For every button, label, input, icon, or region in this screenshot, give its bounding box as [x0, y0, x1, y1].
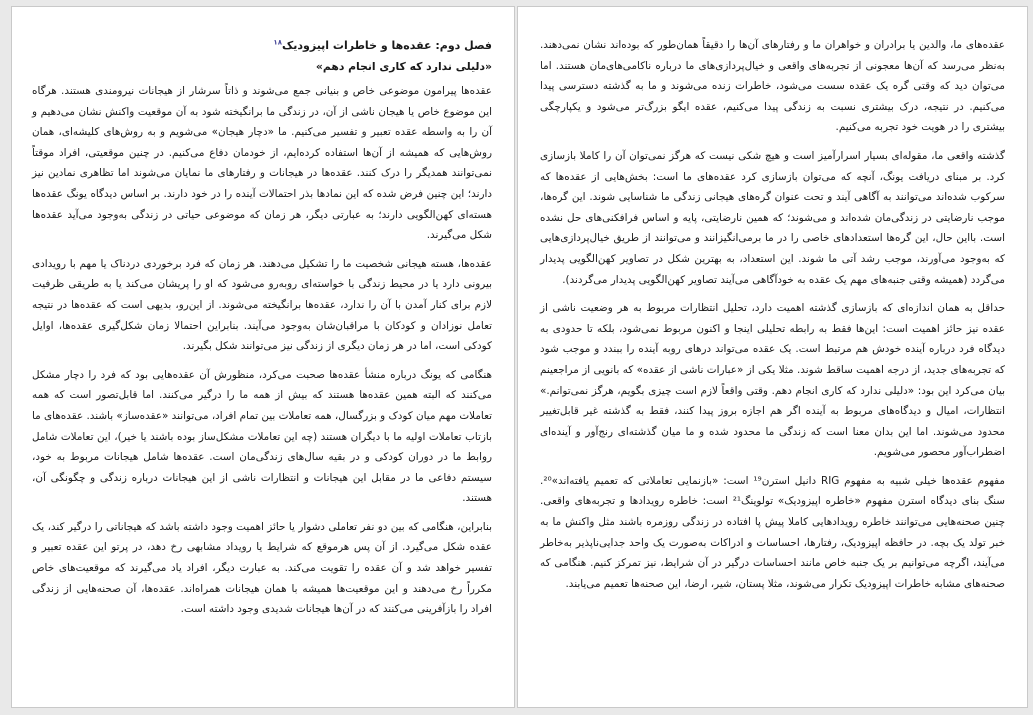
paragraph: بنابراین، هنگامی که بین دو نفر تعاملی دشوار یا حائز اهمیت وجود داشته باشد که هیجاناتی را درگیر کند، یک عقده شکل می‌گیرد. از آن پس هرموقع که شرایط یا رویداد مشابهی رخ دهد، در پرتو این عقده تعبیر و تفسیر خواهد شد و آن عقده را تقویت می‌کند. به عبارت دیگر، افراد یاد می‌گیرند که موقعیت‌های خاص مکرراً رخ می‌دهند و این موقعیت‌ها همیشه با همان هیجانات همراه‌اند. عقده‌ها، آن صحنه‌هایی از زندگی افراد را بازآفرینی می‌کنند که در آن‌ها هیجانات شدیدی وجود داشته است.: [32, 520, 492, 616]
paragraph: عقده‌های ما، والدین یا برادران و خواهران ما و رفتارهای آن‌ها را دقیقاً همان‌طور که بوده‌اند نشان نمی‌دهند. به‌نظر می‌رسد که آن‌ها معجونی از تجربه‌های واقعی و خیال‌پردازی‌های ما درباره ناکامی‌های‌مان هستند. اما می‌توان دید که وقتی گره یک عقده سست می‌شود، خاطرات زنده می‌شوند و ما به گذشته دسترسی پیدا می‌کنیم. در نتیجه، درک بیشتری نسبت به زندگی پیدا می‌کنیم، عقده ایگو بزرگ‌تر می‌شود و یکپارچگی بیشتری را در هویت خود تجربه می‌کنیم.: [540, 39, 1005, 134]
paragraph: عقده‌ها، هسته هیجانی شخصیت ما را تشکیل می‌دهند. هر زمان که فرد برخوردی دردناک یا مهم با رویدادی بیرونی دارد یا در محیط زندگی با خواسته‌ای روبه‌رو می‌شود که او را پریشان می‌کند یا به طریقی ظرفیت لازم برای کنار آمدن با آن را ندارد، عقده‌ها برانگیخته می‌شوند. از این‌رو، بدیهی است که عقده‌ها در نتیجه تعامل نوزادان و کودکان با مراقبان‌شان به‌وجود می‌آیند. بنابراین احتمالا زمان شکل‌گیری عقده‌ها، اوایل کودکی است، اما در هر زمان دیگری از زندگی نیز می‌توانند شکل بگیرند.: [32, 257, 492, 353]
paragraph: گذشته واقعی ما، مقوله‌ای بسیار اسرارآمیز است و هیچ شکی نیست که هرگز نمی‌توان آن را کاملا بازسازی کرد. بر مبنای دریافت یونگ، آنچه که می‌توان بازسازی کرد عقده‌های ما است: بخش‌هایی از عقده‌ها که سرکوب شده‌اند می‌توانند به آگاهی آیند و تحت عنوان گره‌های هیجانی زندگی ما شناسایی شوند. این گره‌ها، موجب نارضایتی در زندگی‌مان شده‌اند و می‌شوند؛ که همین نارضایتی، پایه و اساس فرافکنی‌های حل نشده است. بااین حال، این گره‌ها استعدادهای خاصی را در ما برمی‌انگیزانند و می‌توانند از طریق خیال‌پردازی‌هایی که به‌وجود می‌آورند، موجب رشد آتی ما شوند. این استعداد، به بهترین شکل در تصاویر کهن‌الگویی پدیدار می‌گردد (همیشه وقتی جنبه‌های مهم یک عقده به خودآگاهی می‌آیند تصاویر کهن‌الگویی پدیدار می‌گردند).: [540, 149, 1005, 286]
right-page: [517, 6, 1028, 708]
paragraph: عقده‌ها پیرامون موضوعی خاص و بنیانی جمع می‌شوند و ذاتاً سرشار از هیجانات نیرومندی هستند. هرگاه این موضوع خاص یا هیجان ناشی از آن، در زندگی ما برانگیخته شود به آن موقعیت واکنش نشان می‌دهیم و آن را به واسطه عقده تعبیر و تفسیر می‌کنیم. ما «دچار هیجان» می‌شویم و به روش‌های کلیشه‌ای، همان روش‌هایی که همیشه از آن‌ها استفاده کرده‌ایم، از خودمان دفاع می‌کنیم. در چنین موقعیتی، افراد موقتاً نمی‌توانند همدیگر را درک کنند. عقده‌ها در هیجانات و رفتارهای ما نمایان می‌شوند اما تظاهری نمادین نیز دارند؛ این چنین فرض شده که این نمادها بذر احتمالات آینده را در خود دارند. بر اساس دیدگاه یونگ عقده‌ها هسته‌ای کهن‌الگویی دارند؛ به عبارتی دیگر، هر زمان که موضوعی حیاتی در زندگی به‌وجود می‌آید عقده‌ها شکل می‌گیرند.: [32, 85, 492, 242]
chapter-heading: [32, 35, 492, 56]
section-subheading: «دلیلی ندارد که کاری انجام دهم»: [315, 60, 492, 73]
paragraph: مفهوم عقده‌ها خیلی شبیه به مفهوم RIG دانیل استرن¹⁹ است: «بازنمایی تعاملاتی که تعمیم یافته‌اند»²⁰. سنگ بنای دیدگاه استرن مفهوم «خاطره اپیزودیک» تولوینگ²¹ است: خاطره رویدادها و تجربه‌های واقعی. چنین صحنه‌هایی می‌توانند خاطره رویدادهایی کاملا پیش پا افتاده در زندگی روزمره باشند مثل واکنش ما به خبر تولد یک بچه. در حافظه اپیزودیک، رفتارها، احساسات و ادراکات به‌صورت یک واحد جدایی‌ناپذیر به‌خاطر می‌آیند، اگرچه می‌توانیم بر یک جنبه خاص مانند احساسات درگیر در آن شرایط، نیز تمرکز کنیم. هنگامی که صحنه‌های مشابه خاطرات اپیزودیک تکرار می‌شوند، مثلا پستان، شیر، ارضا، این صحنه‌ها تعمیم می‌یابند.: [540, 474, 1005, 590]
chapter-heading-text: فصل دوم: عقده‌ها و خاطرات اپیزودیک: [281, 39, 492, 52]
paragraph: حداقل به همان اندازه‌ای که بازسازی گذشته اهمیت دارد، تحلیل انتظارات مربوط به هر وضعیت ناشی از عقده نیز حائز اهمیت است: این‌ها فقط به رابطه تحلیلی اینجا و اکنون مربوط نمی‌شود، بلکه تا حدودی به دیدگاه فرد درباره آینده خودش هم مرتبط است. یک عقده می‌تواند درهای روبه آینده را ببندد و موجب شود که تجربه‌های جدید، از درجه اهمیت ساقط شوند. مثلا یکی از «عبارات ناشی از عقده» که بانویی از مراجعینم بیان می‌کرد این بود: «دلیلی ندارد که کاری انجام دهم. وقتی واقعاً لازم است چیزی بگویم، هرگز نمی‌توانم.» انتظارات، امیال و دیدگاه‌های مربوط به آینده اگر هم اجازه بروز پیدا کنند، فقط به گذشته غیر قابل‌تغییر محدود می‌شوند. اما این بدان معنا است که زندگی ما محدود شده و ما میان گذشته‌ای رنج‌آور و آینده‌ای اضطراب‌آور محصور می‌شویم.: [540, 302, 1005, 459]
footnote-marker[interactable]: ۱۸: [273, 38, 282, 47]
left-page: [11, 6, 515, 708]
right-page-content: [540, 35, 1005, 602]
left-page-content: [32, 35, 492, 628]
paragraph: هنگامی که یونگ درباره منشأ عقده‌ها صحبت می‌کرد، منظورش آن عقده‌هایی بود که فرد را دچار مشکل می‌کنند که البته همین عقده‌ها هستند که بیش از همه ما را درگیر می‌کنند. اما قابل‌تصور است که همه تعاملات مهم میان کودک و بزرگسال، همه تعاملات بین تمام افراد، می‌توانند «عقده‌ساز» باشند. عقده‌های ما بازتاب تعاملات اولیه ما با دیگران هستند (چه این تعاملات مشکل‌ساز بوده باشند یا خیر)، این تعاملات شامل روابط ما در دوران کودکی و در بقیه سال‌های زندگی‌مان است. عقده‌ها شامل هیجانات مربوط به خود، سیستم دفاعی ما در مقابل این هیجانات و انتظارات ناشی از این هیجانات درباره زندگی و چگونگی آن، هستند.: [31, 368, 492, 505]
